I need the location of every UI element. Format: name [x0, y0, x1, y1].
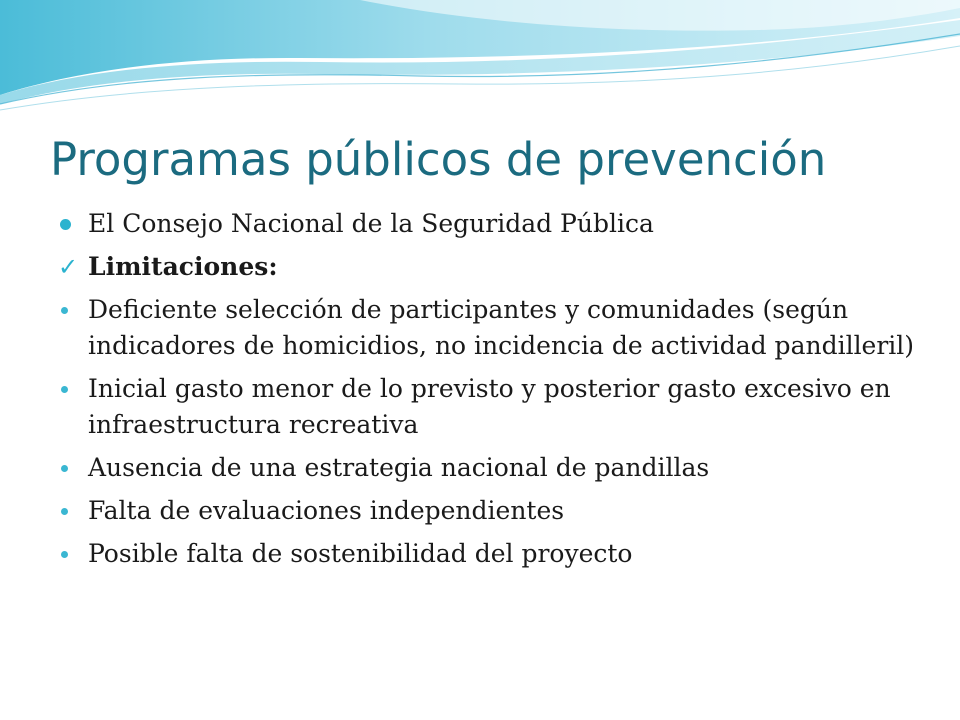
small-dot-icon [61, 307, 68, 314]
list-item [60, 206, 920, 242]
list-item [60, 450, 920, 486]
bullet-list [60, 206, 920, 579]
dot-icon [60, 219, 71, 230]
list-item [60, 371, 920, 443]
small-dot-icon [61, 551, 68, 558]
check-icon: ✓ [58, 253, 79, 281]
list-item-text: El Consejo Nacional de la Seguridad Pública [88, 209, 654, 238]
list-item-text: Falta de evaluaciones independientes [88, 496, 565, 525]
small-dot-icon [61, 508, 68, 515]
list-item [60, 292, 920, 364]
list-item [60, 249, 920, 285]
slide-title: Programas públicos de prevención [50, 133, 827, 186]
list-item-text: Posible falta de sostenibilidad del proyecto [88, 539, 633, 568]
list-item-text: Limitaciones: [88, 252, 278, 281]
small-dot-icon [61, 465, 68, 472]
small-dot-icon [61, 386, 68, 393]
list-item-text: Ausencia de una estrategia nacional de pandillas [88, 453, 710, 482]
list-item-text: Deficiente selección de participantes y comunidades (según indicadores de homicidios, no incidencia de actividad pandilleril) [88, 295, 915, 360]
list-item-text: Inicial gasto menor de lo previsto y posterior gasto excesivo en infraestructura recreativa [88, 374, 891, 439]
list-item [60, 493, 920, 529]
header-wave-decoration [0, 0, 960, 120]
list-item [60, 536, 920, 572]
